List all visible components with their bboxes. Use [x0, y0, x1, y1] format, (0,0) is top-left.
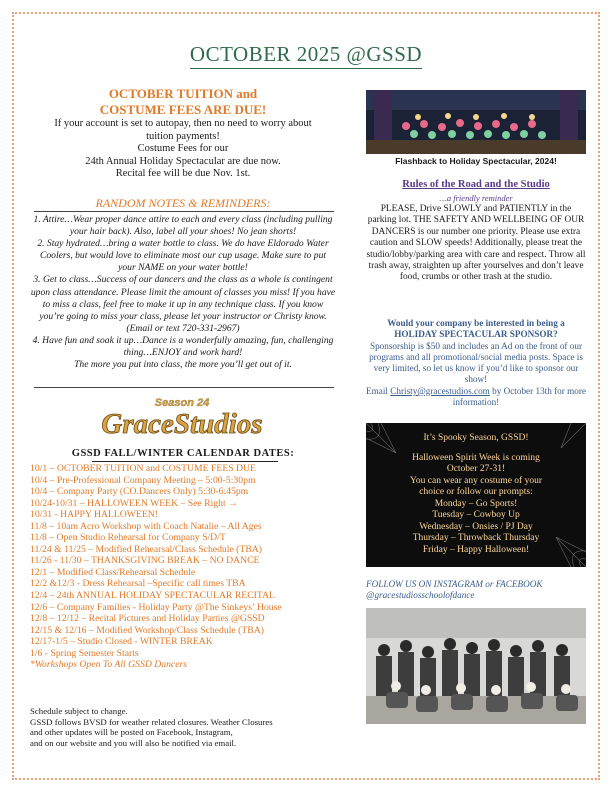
note-item: 4. Have fun and soak it up…Dance is a wonderfully amazing, fun, challenging thing…ENJOY and work hard!: [32, 334, 334, 359]
spooky-line: [366, 445, 586, 453]
tuition-heading-2: COSTUME FEES ARE DUE!: [99, 102, 267, 117]
schedule-line: GSSD follows BVSD for weather related closures. Weather Closures: [30, 716, 273, 727]
calendar-item: 12/1 – Modified Class/Rehearsal Schedule: [30, 566, 196, 578]
page-title: OCTOBER 2025 @GSSD: [189, 42, 423, 66]
calendar-item: 12/15 & 12/16 – Modified Workshop/Class Schedule (TBA): [30, 624, 264, 636]
follow-us: [366, 579, 586, 601]
group-photo-graphic: [366, 608, 586, 724]
calendar-item: 10/24-10/31 – HALLOWEEN WEEK – See Right →: [30, 497, 238, 509]
calendar-item: 12/4 – 24th ANNUAL HOLIDAY SPECTACULAR RECITAL: [30, 590, 275, 602]
calendar-item: 10/31 - HAPPY HALLOWEEN!: [30, 509, 158, 521]
social-handle[interactable]: @gracestudiosschoolofdance: [366, 590, 475, 600]
sponsor-line-2: HOLIDAY SPECTACULAR SPONSOR?: [394, 329, 558, 340]
title-underline: [190, 68, 422, 69]
schedule-line: Schedule subject to change.: [30, 706, 128, 716]
spooky-line: Thursday – Throwback Thursday: [412, 533, 540, 543]
calendar-item: 1/6 - Spring Semester Starts: [30, 647, 139, 659]
spooky-line: Monday – Go Sports!: [434, 498, 518, 509]
calendar-item: 12/2 &12/3 - Dress Rehearsal –Specific call times TBA: [30, 578, 246, 590]
logo-name: GraceStudios: [101, 408, 263, 439]
tuition-line: If your account is set to autopay, then no need to worry about: [54, 118, 312, 129]
spooky-season-box: [366, 423, 586, 567]
holiday-spectacular-photo: [366, 90, 586, 154]
tuition-heading: [30, 86, 336, 118]
sponsor-line-1: Would your company be interested in being a: [387, 318, 565, 328]
grace-studios-logo: [82, 393, 282, 439]
schedule-line: and other updates will be posted on Facebook, Instagram,: [30, 727, 233, 737]
note-item: 3. Get to class…Success of our dancers and the class as a whole is contingent upon class attendance. Please limit the amount of classes you miss! If you have to miss a class, feel free to make it up in any technique class. If you know you’re going to miss your class, please let your instructor or Christy know.(Email or text 720-331-2967): [30, 274, 336, 334]
logo-season: Season 24: [154, 397, 210, 409]
sponsor-section: [366, 318, 586, 408]
sponsor-email-line: [366, 386, 586, 409]
spooky-line: Friday – Happy Halloween!: [422, 544, 530, 555]
calendar-item: 10/4 – Company Party (CO.Dancers Only) 5:30-6:45pm: [30, 486, 249, 498]
notes-heading: RANDOM NOTES & REMINDERS:: [95, 196, 271, 210]
calendar-item: 10/4 – Pre-Professional Company Meeting – 5:00-5:30pm: [30, 474, 256, 486]
photo-caption: Flashback to Holiday Spectacular, 2024!: [395, 156, 557, 166]
notes-list: [30, 214, 336, 371]
notes-divider: [34, 211, 334, 212]
stage-photo-graphic: [366, 90, 586, 154]
calendar-item: 12/6 – Company Families - Holiday Party @The Sinkeys’ House: [30, 601, 282, 613]
note-item: The more you put into class, the more you’ll get out of it.: [74, 359, 292, 371]
sponsor-body: Sponsorship is $50 and includes an Ad on the front of our programs and all promotional/social media posts. Space is very limited, so let us know if you’d like to sponsor our show!: [369, 340, 583, 385]
dancers-group-photo: [366, 608, 586, 724]
tuition-line: Costume Fees for our: [137, 143, 229, 154]
schedule-line: and on our website and you will also be notified via email.: [30, 737, 237, 748]
tuition-line: tuition payments!: [146, 130, 220, 142]
calendar-item: 12/8 – 12/12 – Recital Pictures and Holiday Parties @GSSD: [30, 613, 265, 625]
spooky-line: Tuesday – Cowboy Up: [432, 510, 520, 520]
schedule-note: [30, 706, 336, 748]
spooky-line: You can wear any costume of your: [409, 475, 542, 486]
calendar-heading-underline: [92, 461, 278, 462]
tuition-heading-1: OCTOBER TUITION and: [108, 86, 258, 101]
note-item: 2. Stay hydrated…bring a water bottle to class. We do have Eldorado Water Coolers, but would love to eliminate most our cup usage. Make sure to put your NAME on your water bottle!: [37, 238, 329, 274]
calendar-item: 10/1 – OCTOBER TUITION and COSTUME FEES DUE: [30, 463, 256, 474]
spooky-line: Halloween Spirit Week is coming: [412, 452, 540, 463]
spooky-line: Wednesday – Onsies / PJ Day: [419, 521, 533, 532]
calendar-item: 12/17-1/5 – Studio Closed - WINTER BREAK: [30, 636, 213, 648]
spooky-line: choice or follow our prompts:: [419, 487, 533, 497]
sponsor-email-link[interactable]: Christy@gracestudios.com: [390, 385, 490, 396]
spooky-line: It’s Spooky Season, GSSD!: [423, 433, 529, 443]
email-prefix: Email: [366, 385, 391, 396]
section-divider: [34, 387, 334, 388]
tuition-body: [30, 118, 336, 181]
tuition-line: Recital fee will be due Nov. 1st.: [115, 168, 251, 179]
rules-heading: Rules of the Road and the Studio: [402, 179, 550, 190]
email-suffix: by October 13th for more information!: [452, 385, 586, 408]
calendar-item: 11/26 - 11/30 – THANKSGIVING BREAK – NO DANCE: [30, 555, 260, 567]
note-item: 1. Attire…Wear proper dance attire to each and every class (including pulling your hair back). Also, label all your shoes! No jean shorts!: [33, 214, 333, 238]
follow-line: FOLLOW US ON INSTAGRAM or FACEBOOK: [366, 579, 543, 589]
calendar-heading: GSSD FALL/WINTER CALENDAR DATES:: [71, 448, 295, 459]
calendar-item: 11/8 – Open Studio Rehearsal for Company S/D/T: [30, 532, 226, 544]
rules-subheading: …a friendly reminder: [439, 193, 513, 203]
rules-body: PLEASE, Drive SLOWLY and PATIENTLY in the parking lot. THE SAFETY AND WELLBEING OF OUR DANCERS is our number one priority. Please use extra caution and SLOW speeds! Additionally, please treat the studio/lobby/parking area with care and respect. Throw all trash away, straighten up after yourselves and don’t leave food, crumbs or other trash at the studio.: [366, 204, 586, 283]
calendar-item: 11/24 & 11/25 – Modified Rehearsal/Class Schedule (TBA): [30, 543, 263, 555]
tuition-line: 24th Annual Holiday Spectacular are due now.: [85, 155, 281, 167]
calendar-list: [30, 463, 336, 671]
calendar-item: 11/8 – 10am Acro Workshop with Coach Natalie – All Ages: [30, 520, 262, 532]
spooky-line: October 27-31!: [446, 464, 506, 474]
calendar-footnote: *Workshops Open To All GSSD Dancers: [30, 659, 188, 671]
